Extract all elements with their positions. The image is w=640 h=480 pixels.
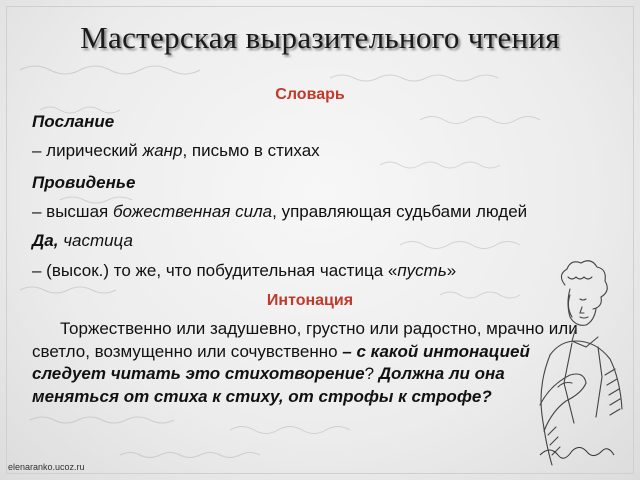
entry-term-1 — [32, 111, 602, 133]
def-text: – высшая — [32, 202, 113, 221]
def-italic: пусть — [397, 261, 447, 280]
dictionary-heading: Словарь — [275, 86, 345, 103]
slide-title: Мастерская выразительного чтения — [80, 20, 560, 55]
term-suffix: частица — [58, 231, 133, 250]
entry-term-3 — [32, 230, 602, 252]
intonation-paragraph — [32, 318, 592, 408]
intonation-heading: Интонация — [266, 292, 354, 309]
paragraph-question: Должна ли она меняться от стиха к стиху, от строфы к строфе? — [32, 364, 505, 406]
def-text: » — [446, 261, 457, 280]
pushkin-portrait-sketch — [510, 255, 635, 470]
entry-def-2 — [32, 201, 602, 223]
term-da: Да, — [32, 231, 59, 250]
entry-def-1 — [32, 140, 602, 162]
def-italic: божественная сила — [112, 202, 273, 221]
def-text: , управляющая судьбами людей — [272, 202, 528, 221]
paragraph-question: – с какой интонацией следует читать это стихотворение — [32, 341, 530, 383]
def-text: – лирический — [32, 141, 143, 160]
def-text: – (высок.) то же, что побудительная частица « — [32, 261, 398, 280]
paragraph-text: Торжественно или задушевно, грустно или радостно, мрачно или светло, возмущенно или сочувственно — [32, 319, 578, 361]
term-providene: Провиденье — [32, 173, 136, 192]
paragraph-text: ? — [364, 364, 379, 383]
footer-url: elenaranko.ucoz.ru — [8, 462, 85, 472]
def-italic: жанр — [142, 141, 183, 160]
entry-term-2 — [32, 172, 602, 194]
def-text: , письмо в стихах — [182, 141, 320, 160]
term-poslanie: Послание — [32, 112, 115, 131]
